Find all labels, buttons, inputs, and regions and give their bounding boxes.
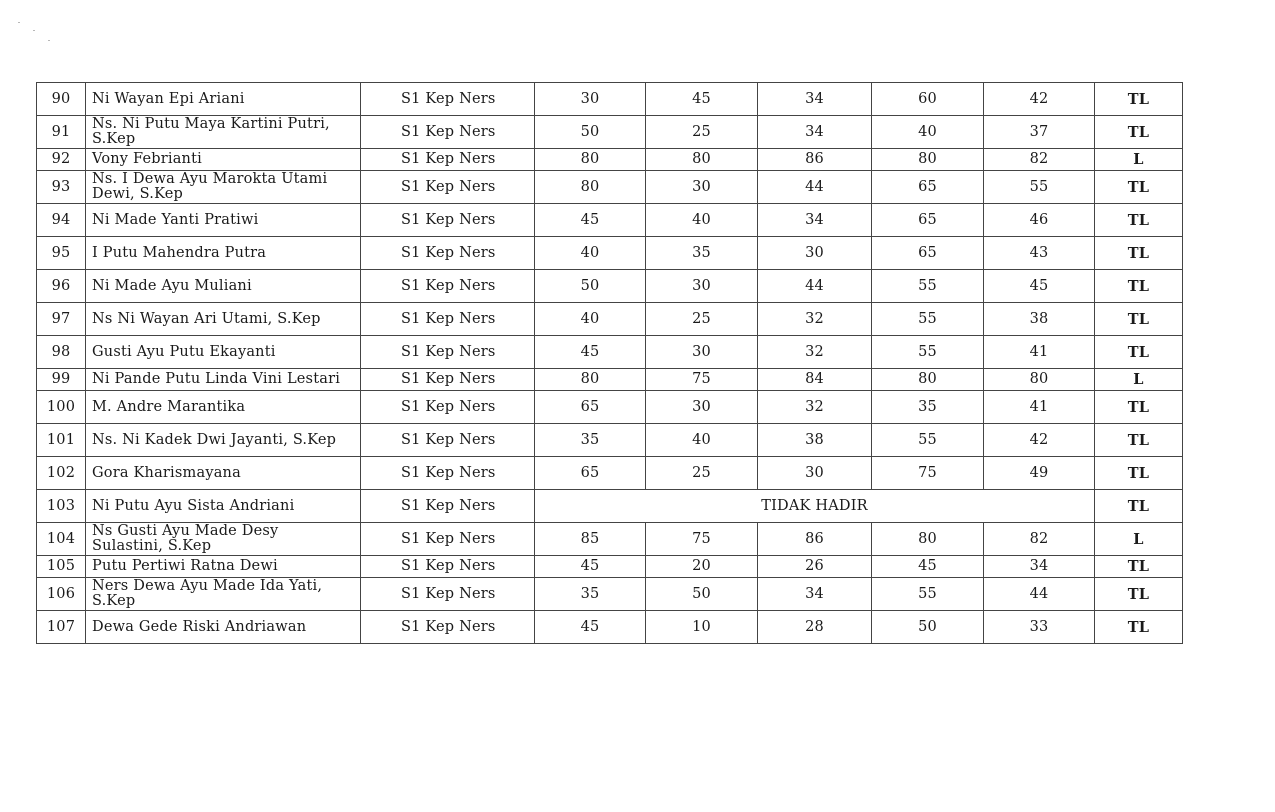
scan-speck bbox=[18, 22, 20, 23]
status-cell: TL bbox=[1095, 611, 1183, 644]
table-row bbox=[37, 490, 1183, 523]
score-cell: 46 bbox=[984, 204, 1095, 237]
participant-name-cell: Gora Kharismayana bbox=[86, 457, 361, 490]
row-number-cell: 102 bbox=[37, 457, 86, 490]
status-cell: TL bbox=[1095, 171, 1183, 204]
row-number-cell: 92 bbox=[37, 149, 86, 171]
score-cell: 34 bbox=[758, 204, 872, 237]
participant-name-cell: Ners Dewa Ayu Made Ida Yati, S.Kep bbox=[86, 578, 361, 611]
row-number-cell: 98 bbox=[37, 336, 86, 369]
study-program-cell: S1 Kep Ners bbox=[361, 204, 535, 237]
study-program-cell: S1 Kep Ners bbox=[361, 116, 535, 149]
score-cell: 45 bbox=[535, 204, 646, 237]
score-cell: 86 bbox=[758, 523, 872, 556]
participant-name-cell: Ns. I Dewa Ayu Marokta Utami Dewi, S.Kep bbox=[86, 171, 361, 204]
table-row bbox=[37, 424, 1183, 457]
score-cell: 28 bbox=[758, 611, 872, 644]
row-number-cell: 91 bbox=[37, 116, 86, 149]
row-number-cell: 90 bbox=[37, 83, 86, 116]
participant-name-cell: Ni Putu Ayu Sista Andriani bbox=[86, 490, 361, 523]
participant-name-cell: I Putu Mahendra Putra bbox=[86, 237, 361, 270]
score-cell: 25 bbox=[646, 116, 758, 149]
row-number-cell: 101 bbox=[37, 424, 86, 457]
status-cell: TL bbox=[1095, 490, 1183, 523]
table-row bbox=[37, 237, 1183, 270]
score-cell: 80 bbox=[535, 149, 646, 171]
status-cell: TL bbox=[1095, 391, 1183, 424]
score-cell: 34 bbox=[758, 83, 872, 116]
score-cell: 42 bbox=[984, 424, 1095, 457]
score-cell: 65 bbox=[535, 391, 646, 424]
score-cell: 45 bbox=[535, 556, 646, 578]
table-row bbox=[37, 204, 1183, 237]
participant-name-cell: Ni Pande Putu Linda Vini Lestari bbox=[86, 369, 361, 391]
score-cell: 85 bbox=[535, 523, 646, 556]
score-cell: 42 bbox=[984, 83, 1095, 116]
row-number-cell: 100 bbox=[37, 391, 86, 424]
score-cell: 65 bbox=[872, 237, 984, 270]
participant-name-cell: Ni Wayan Epi Ariani bbox=[86, 83, 361, 116]
status-cell: TL bbox=[1095, 336, 1183, 369]
row-number-cell: 107 bbox=[37, 611, 86, 644]
score-cell: 45 bbox=[984, 270, 1095, 303]
table-row bbox=[37, 149, 1183, 171]
score-cell: 80 bbox=[984, 369, 1095, 391]
score-cell: 32 bbox=[758, 303, 872, 336]
score-cell: 50 bbox=[646, 578, 758, 611]
study-program-cell: S1 Kep Ners bbox=[361, 611, 535, 644]
score-cell: 80 bbox=[872, 369, 984, 391]
table-row bbox=[37, 116, 1183, 149]
score-cell: 30 bbox=[535, 83, 646, 116]
study-program-cell: S1 Kep Ners bbox=[361, 424, 535, 457]
score-cell: 45 bbox=[646, 83, 758, 116]
score-cell: 38 bbox=[984, 303, 1095, 336]
score-cell: 30 bbox=[646, 171, 758, 204]
score-cell: 55 bbox=[872, 578, 984, 611]
row-number-cell: 96 bbox=[37, 270, 86, 303]
score-cell: 35 bbox=[535, 424, 646, 457]
table-row bbox=[37, 303, 1183, 336]
status-cell: TL bbox=[1095, 303, 1183, 336]
study-program-cell: S1 Kep Ners bbox=[361, 237, 535, 270]
study-program-cell: S1 Kep Ners bbox=[361, 336, 535, 369]
study-program-cell: S1 Kep Ners bbox=[361, 149, 535, 171]
status-cell: L bbox=[1095, 369, 1183, 391]
score-cell: 44 bbox=[758, 171, 872, 204]
table-row bbox=[37, 611, 1183, 644]
score-cell: 80 bbox=[872, 523, 984, 556]
study-program-cell: S1 Kep Ners bbox=[361, 303, 535, 336]
score-cell: 55 bbox=[872, 303, 984, 336]
status-cell: TL bbox=[1095, 83, 1183, 116]
score-cell: 75 bbox=[872, 457, 984, 490]
table-row bbox=[37, 83, 1183, 116]
score-cell: 43 bbox=[984, 237, 1095, 270]
study-program-cell: S1 Kep Ners bbox=[361, 83, 535, 116]
score-cell: 40 bbox=[535, 303, 646, 336]
score-cell: 40 bbox=[535, 237, 646, 270]
study-program-cell: S1 Kep Ners bbox=[361, 578, 535, 611]
status-cell: TL bbox=[1095, 556, 1183, 578]
status-cell: TL bbox=[1095, 237, 1183, 270]
score-cell: 55 bbox=[872, 336, 984, 369]
score-cell: 35 bbox=[535, 578, 646, 611]
score-cell: 49 bbox=[984, 457, 1095, 490]
score-cell: 25 bbox=[646, 303, 758, 336]
score-cell: 50 bbox=[535, 116, 646, 149]
study-program-cell: S1 Kep Ners bbox=[361, 369, 535, 391]
study-program-cell: S1 Kep Ners bbox=[361, 171, 535, 204]
score-cell: 65 bbox=[872, 171, 984, 204]
score-cell: 44 bbox=[984, 578, 1095, 611]
row-number-cell: 97 bbox=[37, 303, 86, 336]
score-cell: 34 bbox=[758, 578, 872, 611]
row-number-cell: 103 bbox=[37, 490, 86, 523]
scan-speck bbox=[33, 30, 35, 31]
participant-name-cell: Vony Febrianti bbox=[86, 149, 361, 171]
status-cell: TL bbox=[1095, 204, 1183, 237]
score-cell: 34 bbox=[984, 556, 1095, 578]
score-cell: 55 bbox=[984, 171, 1095, 204]
score-cell: 40 bbox=[646, 204, 758, 237]
table-row bbox=[37, 457, 1183, 490]
scan-speck bbox=[48, 40, 50, 41]
score-cell: 55 bbox=[872, 424, 984, 457]
score-table bbox=[36, 82, 1183, 644]
participant-name-cell: Ni Made Ayu Muliani bbox=[86, 270, 361, 303]
score-cell: 34 bbox=[758, 116, 872, 149]
score-cell: 45 bbox=[535, 611, 646, 644]
participant-name-cell: Dewa Gede Riski Andriawan bbox=[86, 611, 361, 644]
score-cell: 80 bbox=[535, 171, 646, 204]
score-cell: 65 bbox=[535, 457, 646, 490]
score-cell: 30 bbox=[646, 336, 758, 369]
row-number-cell: 104 bbox=[37, 523, 86, 556]
score-cell: 25 bbox=[646, 457, 758, 490]
participant-name-cell: M. Andre Marantika bbox=[86, 391, 361, 424]
score-cell: 41 bbox=[984, 391, 1095, 424]
study-program-cell: S1 Kep Ners bbox=[361, 457, 535, 490]
score-cell: 32 bbox=[758, 336, 872, 369]
score-cell: 50 bbox=[872, 611, 984, 644]
participant-name-cell: Gusti Ayu Putu Ekayanti bbox=[86, 336, 361, 369]
score-cell: 33 bbox=[984, 611, 1095, 644]
score-cell: 44 bbox=[758, 270, 872, 303]
score-cell: 37 bbox=[984, 116, 1095, 149]
score-cell: 45 bbox=[872, 556, 984, 578]
row-number-cell: 106 bbox=[37, 578, 86, 611]
status-cell: L bbox=[1095, 149, 1183, 171]
participant-name-cell: Putu Pertiwi Ratna Dewi bbox=[86, 556, 361, 578]
study-program-cell: S1 Kep Ners bbox=[361, 391, 535, 424]
score-cell: 45 bbox=[535, 336, 646, 369]
score-cell: 75 bbox=[646, 369, 758, 391]
participant-name-cell: Ns Ni Wayan Ari Utami, S.Kep bbox=[86, 303, 361, 336]
status-cell: L bbox=[1095, 523, 1183, 556]
participant-name-cell: Ns. Ni Kadek Dwi Jayanti, S.Kep bbox=[86, 424, 361, 457]
score-cell: 26 bbox=[758, 556, 872, 578]
study-program-cell: S1 Kep Ners bbox=[361, 556, 535, 578]
score-cell: 75 bbox=[646, 523, 758, 556]
score-cell: 55 bbox=[872, 270, 984, 303]
score-cell: 82 bbox=[984, 149, 1095, 171]
study-program-cell: S1 Kep Ners bbox=[361, 490, 535, 523]
table-row bbox=[37, 171, 1183, 204]
status-cell: TL bbox=[1095, 578, 1183, 611]
score-cell: 86 bbox=[758, 149, 872, 171]
status-cell: TL bbox=[1095, 457, 1183, 490]
score-cell: 80 bbox=[535, 369, 646, 391]
score-cell: 41 bbox=[984, 336, 1095, 369]
study-program-cell: S1 Kep Ners bbox=[361, 270, 535, 303]
score-cell: 30 bbox=[758, 237, 872, 270]
status-cell: TL bbox=[1095, 116, 1183, 149]
score-cell: 40 bbox=[872, 116, 984, 149]
table-row bbox=[37, 336, 1183, 369]
table-row bbox=[37, 578, 1183, 611]
table-row bbox=[37, 270, 1183, 303]
row-number-cell: 95 bbox=[37, 237, 86, 270]
participant-name-cell: Ni Made Yanti Pratiwi bbox=[86, 204, 361, 237]
participant-name-cell: Ns Gusti Ayu Made Desy Sulastini, S.Kep bbox=[86, 523, 361, 556]
status-cell: TL bbox=[1095, 270, 1183, 303]
participant-name-cell: Ns. Ni Putu Maya Kartini Putri, S.Kep bbox=[86, 116, 361, 149]
score-cell: 20 bbox=[646, 556, 758, 578]
score-cell: 40 bbox=[646, 424, 758, 457]
row-number-cell: 105 bbox=[37, 556, 86, 578]
score-cell: 30 bbox=[646, 270, 758, 303]
table-row bbox=[37, 369, 1183, 391]
score-cell: 35 bbox=[872, 391, 984, 424]
score-cell: 30 bbox=[758, 457, 872, 490]
score-cell: 82 bbox=[984, 523, 1095, 556]
score-cell: 84 bbox=[758, 369, 872, 391]
score-cell: 50 bbox=[535, 270, 646, 303]
score-cell: 80 bbox=[872, 149, 984, 171]
score-cell: 32 bbox=[758, 391, 872, 424]
score-cell: 60 bbox=[872, 83, 984, 116]
table-row bbox=[37, 523, 1183, 556]
row-number-cell: 93 bbox=[37, 171, 86, 204]
table-row bbox=[37, 556, 1183, 578]
score-cell: 38 bbox=[758, 424, 872, 457]
score-cell: 30 bbox=[646, 391, 758, 424]
score-cell: 10 bbox=[646, 611, 758, 644]
score-cell: 65 bbox=[872, 204, 984, 237]
row-number-cell: 99 bbox=[37, 369, 86, 391]
absent-note-cell: TIDAK HADIR bbox=[535, 490, 1095, 523]
status-cell: TL bbox=[1095, 424, 1183, 457]
table-row bbox=[37, 391, 1183, 424]
score-cell: 35 bbox=[646, 237, 758, 270]
score-cell: 80 bbox=[646, 149, 758, 171]
study-program-cell: S1 Kep Ners bbox=[361, 523, 535, 556]
row-number-cell: 94 bbox=[37, 204, 86, 237]
table-body bbox=[37, 83, 1183, 644]
